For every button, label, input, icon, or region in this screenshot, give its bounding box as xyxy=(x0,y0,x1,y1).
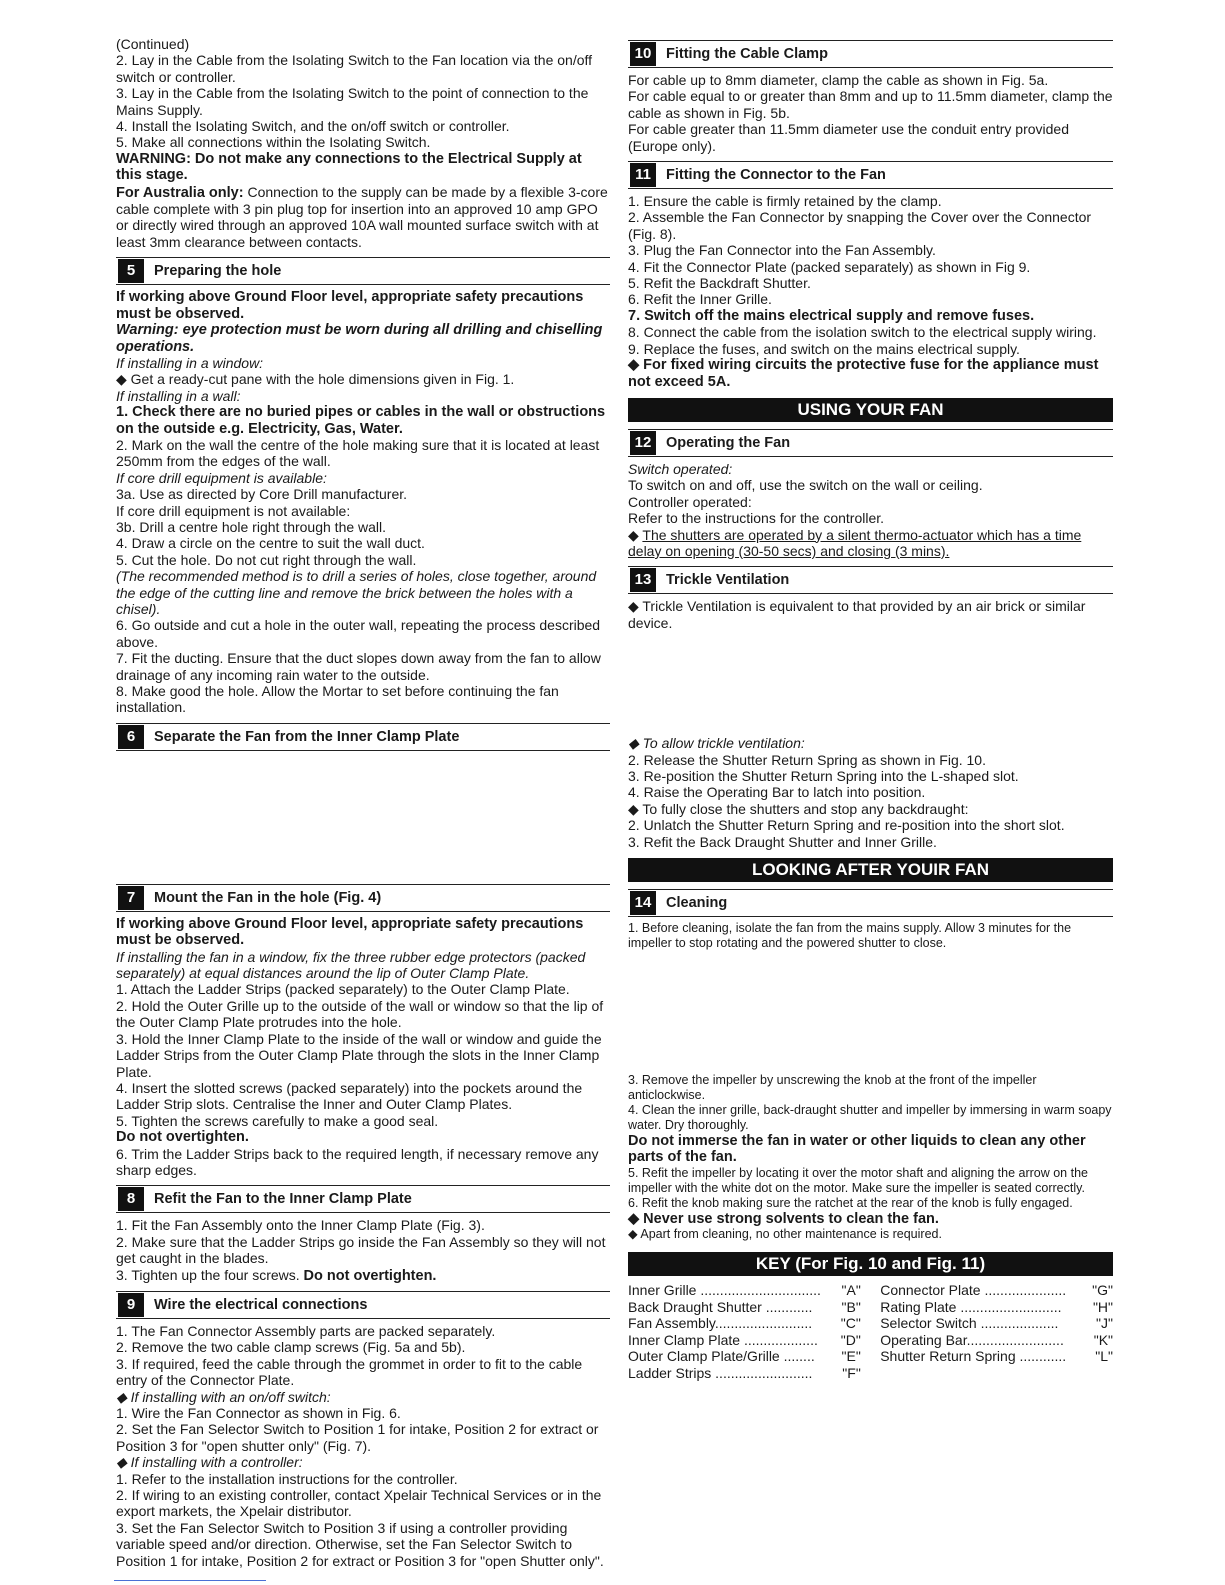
text-line: If working above Ground Floor level, appropriate safety precautions must be observed. xyxy=(116,289,584,322)
key-label: Inner Grille ............................... xyxy=(628,1282,821,1299)
text-line: 4. Insert the slotted screws (packed separately) into the pockets around the Ladder Strip slots. Centralise the Inner and Outer Clamp Plates. xyxy=(116,1079,583,1113)
section-10-header: 10 Fitting the Cable Clamp xyxy=(628,40,1113,68)
text-line: 1. Refer to the installation instructions for the controller. xyxy=(116,1470,458,1487)
section-12-body xyxy=(628,461,1113,527)
figure-space xyxy=(116,755,610,877)
text-line: 3b. Drill a centre hole right through the wall. xyxy=(116,518,387,535)
text-line: 3. Lay in the Cable from the Isolating Switch to the point of connection to the Mains Supply. xyxy=(116,85,589,118)
text-line: (Continued) xyxy=(116,36,190,52)
text-line: If core drill equipment is not available: xyxy=(116,502,351,519)
text-line: 4. Draw a circle on the centre to suit the wall duct. xyxy=(116,535,425,552)
text-line: Do not overtighten. xyxy=(116,1129,249,1146)
section-11-header: 11 Fitting the Connector to the Fan xyxy=(628,161,1113,189)
australia-note: For Australia only: Connection to the supply can be made by a flexible 3-core cable complete with 3 pin plug top for insertion into an approved 10 amp GPO or directly wired through an approved 10A wall mounted surface switch with at least 3mm clearance between contacts. xyxy=(116,183,608,250)
text-line: If core drill equipment is available: xyxy=(116,469,327,486)
key-row xyxy=(628,1299,861,1316)
text-line: 2. Unlatch the Shutter Return Spring and re-position into the short slot. xyxy=(628,817,1065,834)
key-code: "H" xyxy=(1092,1298,1113,1315)
key-code: "F" xyxy=(842,1364,861,1381)
key-row xyxy=(628,1365,861,1382)
text-line: 6. Trim the Ladder Strips back to the required length, if necessary remove any sharp edges. xyxy=(116,1145,599,1178)
text-line: 1. Ensure the cable is firmly retained by the clamp. xyxy=(628,193,942,210)
text-line: 1. Check there are no buried pipes or cables in the wall or obstructions on the outside e.g. Electricity, Gas, Water. xyxy=(116,404,606,437)
figure-space xyxy=(628,951,1113,1073)
key-label: Operating Bar......................... xyxy=(880,1331,1064,1348)
looking-after-banner: LOOKING AFTER YOUIR FAN xyxy=(628,858,1113,882)
key-label: Connector Plate ..................... xyxy=(880,1282,1067,1299)
key-row xyxy=(880,1332,1113,1349)
text-line: 5. Refit the impeller by locating it over the motor shaft and aligning the arrow on the impeller with the white dot on the motor. Make sure the impeller is seated correctly. xyxy=(628,1165,1088,1195)
key-row xyxy=(880,1315,1113,1332)
key-label: Outer Clamp Plate/Grille ........ xyxy=(628,1348,815,1365)
intro-block xyxy=(116,36,610,184)
text-line: 5. Refit the Backdraft Shutter. xyxy=(628,275,811,292)
key-label: Selector Switch .................... xyxy=(880,1315,1059,1332)
section-7-body xyxy=(116,916,610,1179)
text-line: Controller operated: xyxy=(628,493,752,510)
left-column xyxy=(116,36,610,1569)
text-line: 4. Fit the Connector Plate (packed separately) as shown in Fig 9. xyxy=(628,258,1031,275)
text-line: ◆ To allow trickle ventilation: xyxy=(628,735,805,752)
text-line: 3. Re-position the Shutter Return Spring into the L-shaped slot. xyxy=(628,767,1019,784)
text-line: 5. Cut the hole. Do not cut right through the wall. xyxy=(116,551,417,568)
text-line: 4. Clean the inner grille, back-draught shutter and impeller by immersing in warm soapy water. Dry thoroughly. xyxy=(628,1103,1112,1132)
text-line: 3a. Use as directed by Core Drill manufacturer. xyxy=(116,486,408,503)
section-14-more xyxy=(628,1073,1113,1242)
text-line: 7. Switch off the mains electrical supply and remove fuses. xyxy=(628,307,1035,324)
section-5-body xyxy=(116,289,610,716)
text-line: 1. Wire the Fan Connector as shown in Fig. 6. xyxy=(116,1405,401,1421)
section-10-body xyxy=(628,72,1113,154)
key-label: Fan Assembly......................... xyxy=(628,1315,813,1332)
key-row xyxy=(880,1299,1113,1316)
text-line: 1. Before cleaning, isolate the fan from the mains supply. Allow 3 minutes for the impeller to stop rotating and the powered shutter to close. xyxy=(628,921,1072,950)
section-14-body xyxy=(628,921,1113,951)
key-code: "L" xyxy=(1095,1348,1113,1365)
key-label: Inner Clamp Plate ................... xyxy=(628,1331,818,1348)
text-line: For cable greater than 11.5mm diameter use the conduit entry provided (Europe only). xyxy=(628,121,1069,154)
section-8-body xyxy=(116,1217,610,1266)
text-line: 8. Make good the hole. Allow the Mortar to set before continuing the fan installation. xyxy=(116,683,559,716)
text-line: 2. Lay in the Cable from the Isolating Switch to the Fan location via the on/off switch or controller. xyxy=(116,52,593,85)
text-line: 8. Connect the cable from the isolation switch to the electrical supply wiring. xyxy=(628,324,1097,341)
text-line: 3. Plug the Fan Connector into the Fan Assembly. xyxy=(628,242,936,259)
section-13-header: 13 Trickle Ventilation xyxy=(628,566,1113,594)
text-line: 2. Assemble the Fan Connector by snapping the Cover over the Connector (Fig. 8). xyxy=(628,209,1092,242)
text-line: 2. Set the Fan Selector Switch to Position 1 for intake, Position 2 for extract or Position 3 for "open shutter only" (Fig. 7). xyxy=(116,1421,599,1454)
text-line: 2. Remove the two cable clamp screws (Fig. 5a and 5b). xyxy=(116,1339,466,1356)
text-line: 3. Set the Fan Selector Switch to Position 3 if using a controller providing variable speed and/or direction. Otherwise, set the Fan Selector Switch to Position 1 for intake, Position 2 for extract or Position 3 for "open Shutter only". xyxy=(116,1519,604,1569)
text-line: 6. Go outside and cut a hole in the outer wall, repeating the process described above. xyxy=(116,617,601,650)
text-line: ◆ For fixed wiring circuits the protective fuse for the appliance must not exceed 5A. xyxy=(628,357,1099,390)
text-line: 3. Remove the impeller by unscrewing the knob at the front of the impeller anticlockwise. xyxy=(628,1073,1037,1102)
text-line: If working above Ground Floor level, appropriate safety precautions must be observed. xyxy=(116,915,584,949)
text-line: To switch on and off, use the switch on the wall or ceiling. xyxy=(628,477,983,494)
key-label: Back Draught Shutter ............ xyxy=(628,1298,813,1315)
text-line: 2. Mark on the wall the centre of the hole making sure that it is located at least 250mm from the edges of the wall. xyxy=(116,436,600,470)
text-line: ◆ If installing with an on/off switch: xyxy=(116,1388,331,1405)
text-line: 4. Raise the Operating Bar to latch into position. xyxy=(628,784,926,801)
text-line: Switch operated: xyxy=(628,460,733,477)
text-line: If installing in a wall: xyxy=(116,387,241,404)
key-row xyxy=(628,1315,861,1332)
section-14-header: 14 Cleaning xyxy=(628,889,1113,917)
key-row xyxy=(628,1332,861,1349)
text-line: ◆ Never use strong solvents to clean the fan. xyxy=(628,1210,939,1227)
key-label: Ladder Strips ......................... xyxy=(628,1364,813,1381)
text-line: 2. If wiring to an existing controller, contact Xpelair Technical Services or in the export markets, the Xpelair distributor. xyxy=(116,1487,602,1520)
text-line: 1. Attach the Ladder Strips (packed separately) to the Outer Clamp Plate. xyxy=(116,981,570,998)
key-row xyxy=(880,1282,1113,1299)
key-row xyxy=(628,1348,861,1365)
text-line: ◆ To fully close the shutters and stop any backdraught: xyxy=(628,800,969,817)
text-line: WARNING: Do not make any connections to the Electrical Supply at this stage. xyxy=(116,150,582,184)
text-line: ◆ Get a ready-cut pane with the hole dimensions given in Fig. 1. xyxy=(116,371,515,388)
figure-space xyxy=(628,631,1113,735)
right-column xyxy=(628,36,1113,1381)
text-line: 7. Fit the ducting. Ensure that the duct slopes down away from the fan to allow drainage of any incoming rain water to the outside. xyxy=(116,650,601,683)
key-label: Shutter Return Spring ............ xyxy=(880,1348,1067,1365)
text-line: 3. Hold the Inner Clamp Plate to the inside of the wall or window and guide the Ladder Strips from the Outer Clamp Plate through the slots in the Inner Clamp Plate. xyxy=(116,1030,602,1080)
key-code: "A" xyxy=(841,1282,861,1299)
text-line: 3. If required, feed the cable through the grommet in order to fit to the cable entry of the Connector Plate. xyxy=(116,1355,583,1389)
text-line: Do not immerse the fan in water or other liquids to clean any other parts of the fan. xyxy=(628,1133,1086,1166)
text-line: If installing the fan in a window, fix the three rubber edge protectors (packed separately) at equal distances around the lip of Outer Clamp Plate. xyxy=(116,948,586,982)
text-line: 5. Tighten the screws carefully to make a good seal. xyxy=(116,1112,439,1129)
key-code: "C" xyxy=(840,1315,861,1332)
text-line: 5. Make all connections within the Isolating Switch. xyxy=(116,134,431,151)
footer-rule xyxy=(114,1580,266,1581)
section-6-header: 6 Separate the Fan from the Inner Clamp Plate xyxy=(116,723,610,751)
section-13-more xyxy=(628,735,1113,850)
key-code: "E" xyxy=(841,1348,861,1365)
key-code: "J" xyxy=(1096,1315,1113,1332)
text-line: 1. Fit the Fan Assembly onto the Inner Clamp Plate (Fig. 3). xyxy=(116,1217,485,1234)
text-line: 1. The Fan Connector Assembly parts are packed separately. xyxy=(116,1322,496,1339)
text-line: ◆ Trickle Ventilation is equivalent to that provided by an air brick or similar device. xyxy=(628,598,1086,631)
key-right-column xyxy=(880,1282,1113,1381)
text-line: For cable up to 8mm diameter, clamp the cable as shown in Fig. 5a. xyxy=(628,72,1049,88)
text-line: 2. Release the Shutter Return Spring as shown in Fig. 10. xyxy=(628,751,986,768)
text-line: 6. Refit the Inner Grille. xyxy=(628,291,772,308)
text-line: ◆ If installing with a controller: xyxy=(116,1454,303,1471)
section-5-header: 5 Preparing the hole xyxy=(116,257,610,285)
text-line: 9. Replace the fuses, and switch on the mains electrical supply. xyxy=(628,340,1020,357)
text-line: 2. Hold the Outer Grille up to the outside of the wall or window so that the lip of the Outer Clamp Plate protrudes into the hole. xyxy=(116,997,604,1031)
key-banner: KEY (For Fig. 10 and Fig. 11) xyxy=(628,1252,1113,1276)
text-line: If installing in a window: xyxy=(116,354,264,371)
section-8-header: 8 Refit the Fan to the Inner Clamp Plate xyxy=(116,1185,610,1213)
text-line: Warning: eye protection must be worn during all drilling and chiselling operations. xyxy=(116,322,603,355)
section-12-note: ◆ The shutters are operated by a silent thermo-actuator which has a time delay on opening (30-50 secs) and closing (3 mins). xyxy=(628,526,1082,559)
section-11-body xyxy=(628,193,1113,390)
text-line: 3. Refit the Back Draught Shutter and Inner Grille. xyxy=(628,833,937,850)
key-code: "D" xyxy=(840,1331,861,1348)
text-line: 4. Install the Isolating Switch, and the on/off switch or controller. xyxy=(116,118,510,135)
key-label: Rating Plate .......................... xyxy=(880,1298,1062,1315)
text-line: ◆ Apart from cleaning, no other maintenance is required. xyxy=(628,1227,942,1242)
text-line: (The recommended method is to drill a series of holes, close together, around the edge of the cutting line and remove the brick between the holes with a chisel). xyxy=(116,568,597,617)
key-table xyxy=(628,1282,1113,1381)
text-line: Refer to the instructions for the controller. xyxy=(628,510,885,527)
section-7-header: 7 Mount the Fan in the hole (Fig. 4) xyxy=(116,884,610,912)
section-9-body xyxy=(116,1323,610,1569)
section-8-last: 3. Tighten up the four screws. Do not overtighten. xyxy=(116,1266,437,1284)
section-9-header: 9 Wire the electrical connections xyxy=(116,1291,610,1319)
section-12-header: 12 Operating the Fan xyxy=(628,429,1113,457)
key-code: "K" xyxy=(1093,1331,1113,1348)
key-code: "G" xyxy=(1092,1282,1113,1299)
text-line: 6. Refit the knob making sure the ratchet at the rear of the knob is fully engaged. xyxy=(628,1195,1073,1210)
using-your-fan-banner: USING YOUR FAN xyxy=(628,398,1113,422)
section-13-body xyxy=(628,598,1113,631)
text-line: For cable equal to or greater than 8mm and up to 11.5mm diameter, clamp the cable as shown in Fig. 5b. xyxy=(628,88,1113,121)
key-row xyxy=(880,1348,1113,1365)
key-row xyxy=(628,1282,861,1299)
text-line: 2. Make sure that the Ladder Strips go inside the Fan Assembly so they will not get caught in the blades. xyxy=(116,1233,606,1267)
key-left-column xyxy=(628,1282,861,1381)
key-code: "B" xyxy=(841,1298,861,1315)
